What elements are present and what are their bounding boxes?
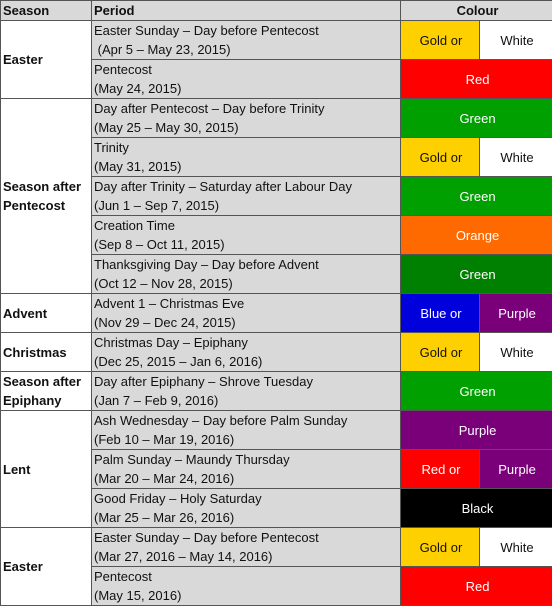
period-line: (May 25 – May 30, 2015) [94,120,239,135]
period-cell [92,372,401,411]
period-line: (Jan 7 – Feb 9, 2016) [94,393,219,408]
season-cell [1,333,92,372]
season-cell [1,21,92,99]
period-cell [92,294,401,333]
period-line: Easter Sunday – Day before Pentecost [94,530,319,545]
period-line: (Sep 8 – Oct 11, 2015) [94,237,225,252]
season-label: Epiphany [3,393,62,408]
season-label: Christmas [3,344,67,360]
period-line: Day after Trinity – Saturday after Labour Day [94,179,352,194]
period-cell [92,528,401,567]
period-line: Christmas Day – Epiphany [94,335,248,350]
period-line: Pentecost [94,569,152,584]
table-row [1,528,552,567]
colour-swatch: Purple [401,411,552,450]
table-row [1,99,552,138]
period-line: (May 24, 2015) [94,81,182,96]
colour-swatch: White [480,138,552,177]
period-line: (Mar 27, 2016 – May 14, 2016) [94,549,273,564]
period-line: (Mar 25 – Mar 26, 2016) [94,510,235,525]
period-cell [92,60,401,99]
period-line: (Dec 25, 2015 – Jan 6, 2016) [94,354,263,369]
colour-swatch: Gold or [401,138,480,177]
period-line: (May 31, 2015) [94,159,182,174]
period-line: Trinity [94,140,129,155]
colour-swatch: Red or [401,450,480,489]
period-line: Easter Sunday – Day before Pentecost [94,23,319,38]
colour-swatch: Red [401,60,552,99]
colour-swatch: White [480,21,552,60]
period-line: Thanksgiving Day – Day before Advent [94,257,319,272]
table-row [1,21,552,60]
header-season: Season [1,1,92,21]
header-period: Period [92,1,401,21]
header-row [1,1,552,21]
table-row [1,294,552,333]
period-cell [92,255,401,294]
period-cell [92,216,401,255]
season-label: Season after [3,179,82,194]
period-cell [92,567,401,606]
colour-swatch: Orange [401,216,552,255]
colour-swatch: White [480,528,552,567]
period-line: Creation Time [94,218,175,233]
table-row [1,333,552,372]
colour-swatch: White [480,333,552,372]
colour-swatch: Green [401,372,552,411]
period-line: (Mar 20 – Mar 24, 2016) [94,471,235,486]
season-cell [1,99,92,294]
period-line: (Oct 12 – Nov 28, 2015) [94,276,233,291]
colour-swatch: Green [401,177,552,216]
season-label: Lent [3,461,31,477]
period-line: (May 15, 2016) [94,588,182,603]
colour-swatch: Black [401,489,552,528]
season-cell [1,528,92,606]
period-cell [92,450,401,489]
period-line: (Nov 29 – Dec 24, 2015) [94,315,236,330]
table-row [1,372,552,411]
season-label: Pentecost [3,198,66,213]
season-label: Season after [3,374,82,389]
colour-swatch: Gold or [401,333,480,372]
period-cell [92,177,401,216]
colour-swatch: Gold or [401,21,480,60]
season-label: Easter [3,559,43,574]
period-cell [92,138,401,177]
season-label: Easter [3,52,43,67]
season-cell [1,411,92,528]
period-line: Good Friday – Holy Saturday [94,491,262,506]
period-cell [92,333,401,372]
colour-swatch: Gold or [401,528,480,567]
period-cell [92,411,401,450]
period-line: Day after Pentecost – Day before Trinity [94,101,325,116]
period-line: (Jun 1 – Sep 7, 2015) [94,198,220,213]
table-row [1,411,552,450]
colour-swatch: Green [401,255,552,294]
header-colour: Colour [401,1,552,21]
season-cell [1,372,92,411]
colour-swatch: Purple [480,294,552,333]
colour-swatch: Blue or [401,294,480,333]
period-line: (Feb 10 – Mar 19, 2016) [94,432,235,447]
period-line: Ash Wednesday – Day before Palm Sunday [94,413,348,428]
period-line: Advent 1 – Christmas Eve [94,296,245,311]
period-line: Pentecost [94,62,152,77]
period-cell [92,21,401,60]
period-cell [92,489,401,528]
period-cell [92,99,401,138]
period-line: Day after Epiphany – Shrove Tuesday [94,374,313,389]
colour-swatch: Purple [480,450,552,489]
table-body [1,21,552,606]
period-line: Palm Sunday – Maundy Thursday [94,452,290,467]
period-line: (Apr 5 – May 23, 2015) [94,42,231,57]
colour-swatch: Green [401,99,552,138]
colour-swatch: Red [401,567,552,606]
season-cell [1,294,92,333]
season-label: Advent [3,305,48,321]
